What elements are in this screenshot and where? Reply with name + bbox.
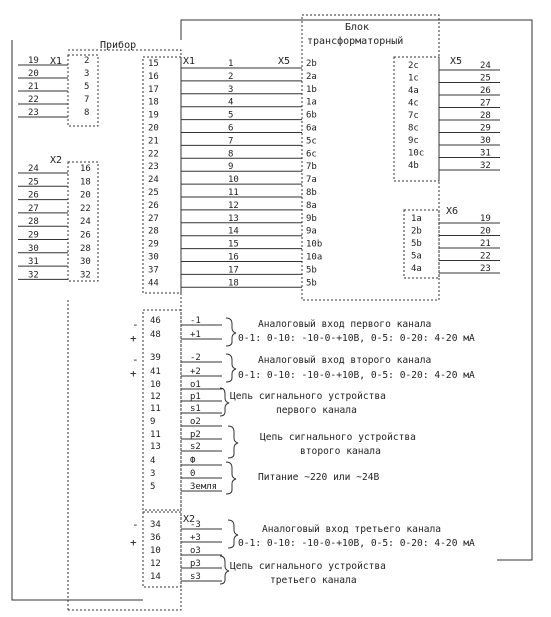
x2-pin: 10 xyxy=(150,546,161,556)
lower-pin: 5 xyxy=(150,482,156,492)
left-x1-wire-number: 19 xyxy=(28,56,39,66)
transformer-title-2: трансформаторный xyxy=(307,36,404,47)
x2-signal: o3 xyxy=(190,546,201,556)
x5-left-label: X5 xyxy=(278,56,291,67)
left-x1-pin: 3 xyxy=(84,69,90,79)
x5-pin: 9b xyxy=(306,213,317,224)
x2-signal: s3 xyxy=(190,572,201,582)
ch2-title: Аналоговый вход второго канала xyxy=(258,355,432,366)
sig1-line2: первого канала xyxy=(276,405,357,416)
x5-pin: 8b xyxy=(306,188,317,198)
left-x2-pin: 22 xyxy=(80,203,91,214)
lower-pin: 48 xyxy=(150,330,161,340)
descriptions xyxy=(230,318,475,586)
lower-pin: 9 xyxy=(150,417,156,427)
braces xyxy=(220,318,238,584)
main-x1-pin: 20 xyxy=(148,123,159,134)
left-x1-pin: 7 xyxy=(84,95,90,105)
x5-pin: 6c xyxy=(306,149,317,160)
left-x2-wire-number: 31 xyxy=(28,257,39,268)
plus-sign-ch1: + xyxy=(130,332,137,345)
main-wire-number: 15 xyxy=(228,239,239,250)
main-x1-pin: 29 xyxy=(148,239,159,250)
lower-pin: 12 xyxy=(150,392,161,402)
main-wire-number: 8 xyxy=(228,149,234,160)
sig2-line1: Цепь сигнального устройства xyxy=(260,432,416,443)
lower-pin: 13 xyxy=(150,442,161,452)
main-x1-pin: 23 xyxy=(148,162,159,173)
main-wire-number: 13 xyxy=(228,213,239,224)
x5-pin: 1a xyxy=(306,97,317,108)
left-x2-wire-number: 25 xyxy=(28,177,39,188)
lower-signal: o1 xyxy=(190,380,201,390)
sig3-line1: Цепь сигнального устройства xyxy=(230,561,386,572)
left-x1-wire-number: 23 xyxy=(28,108,39,118)
main-wire-number: 11 xyxy=(228,188,239,198)
sig1-line1: Цепь сигнального устройства xyxy=(230,391,386,402)
x5-right-wire-number: 31 xyxy=(480,148,491,159)
left-x2-wire-number: 26 xyxy=(28,190,39,201)
ch3-title: Аналоговый вход третьего канала xyxy=(262,524,442,535)
x5-right-wire-number: 32 xyxy=(480,161,491,171)
x5-right-wire-number: 30 xyxy=(480,136,491,146)
left-x1-pin: 8 xyxy=(84,108,90,118)
main-x1-pin: 17 xyxy=(148,84,159,95)
power-desc: Питание ~220 или ~24В xyxy=(258,472,380,483)
main-x1-label: X1 xyxy=(183,56,196,67)
left-x2-pin: 24 xyxy=(80,217,91,228)
x6-pin: 2b xyxy=(411,226,422,237)
left-x2-pin: 28 xyxy=(80,243,91,254)
minus-sign-ch3: - xyxy=(132,518,139,531)
main-wire-number: 7 xyxy=(228,136,234,147)
main-x1-pin: 16 xyxy=(148,71,159,82)
x6-pin: 1a xyxy=(411,214,422,224)
x5-pin: 7a xyxy=(306,175,317,186)
x5-right-pin: 9c xyxy=(408,136,419,146)
x2-pin: 36 xyxy=(150,533,161,543)
left-x2-wire-number: 24 xyxy=(28,164,39,174)
lower-signal: o2 xyxy=(190,417,201,427)
left-x2-pin: 30 xyxy=(80,257,91,268)
lower-signal: s1 xyxy=(190,404,201,414)
lower-signal: Земля xyxy=(190,482,218,492)
x5-right-wire-number: 28 xyxy=(480,111,491,121)
left-x1-wire-number: 20 xyxy=(28,69,39,79)
x5-right-pin: 4c xyxy=(408,98,419,109)
main-x1-pin: 22 xyxy=(148,149,159,160)
left-x1-pin: 2 xyxy=(84,56,90,66)
ch1-ranges: 0-1: 0-10: -10-0-+10В, 0-5: 0-20: 4-20 мА xyxy=(238,333,475,344)
left-x2-wire-number: 30 xyxy=(28,243,39,254)
left-x2-pin: 32 xyxy=(80,270,91,281)
x2-pin: 34 xyxy=(150,520,161,530)
x5-pin: 6b xyxy=(306,110,317,121)
x5-right-pin: 4b xyxy=(408,161,419,171)
ch2-ranges: 0-1: 0-10: -10-0-+10В, 0-5: 0-20: 4-20 мА xyxy=(238,370,475,381)
main-x1-pin: 21 xyxy=(148,136,159,147)
x5-right-wire-number: 26 xyxy=(480,86,491,96)
main-x1-pin: 26 xyxy=(148,200,159,211)
lower-pin: 4 xyxy=(150,456,156,466)
main-x1-pin: 24 xyxy=(148,175,159,186)
main-wire-number: 18 xyxy=(228,278,239,289)
left-x2-pin: 18 xyxy=(80,177,91,188)
lower-pin: 11 xyxy=(150,430,161,440)
x5-right-wire-number: 29 xyxy=(480,123,491,134)
left-x1-label: X1 xyxy=(50,56,63,67)
left-x1-wire-number: 22 xyxy=(28,95,39,105)
plus-sign-ch2: + xyxy=(130,367,137,380)
main-x1-pin: 37 xyxy=(148,265,159,276)
x6-pin: 4a xyxy=(411,264,422,274)
minus-sign-ch1: - xyxy=(132,318,139,331)
main-x1-pin: 28 xyxy=(148,226,159,237)
lower-signal: -1 xyxy=(190,316,201,326)
ch1-title: Аналоговый вход первого канала xyxy=(258,319,432,330)
left-x2-wire-number: 28 xyxy=(28,217,39,228)
lower-pin: 41 xyxy=(150,367,161,377)
connector-labels xyxy=(50,56,462,525)
x5-right-wire-number: 24 xyxy=(480,61,491,71)
x5-pin: 7b xyxy=(306,162,317,173)
x5-right-wire-number: 27 xyxy=(480,98,491,109)
main-x1-pin: 30 xyxy=(148,252,159,263)
x5-pin: 5b xyxy=(306,265,317,276)
lower-signal: s2 xyxy=(190,442,201,452)
device-title: Прибор xyxy=(100,40,137,51)
left-x2-wire-number: 32 xyxy=(28,270,39,281)
lower-signal: p1 xyxy=(190,392,201,402)
x5-pin: 10b xyxy=(306,239,323,250)
x5-right-pin: 4a xyxy=(408,86,419,96)
main-x1-pin: 44 xyxy=(148,278,159,289)
x5-pin: 9a xyxy=(306,226,317,237)
lower-signal: p2 xyxy=(190,430,201,440)
x2-signal: -3 xyxy=(190,520,201,530)
x6-wire-number: 21 xyxy=(480,239,491,249)
main-wire-number: 9 xyxy=(228,162,234,173)
lower-signal: -2 xyxy=(190,353,201,363)
x2-pin: 12 xyxy=(150,559,161,569)
x5-pin: 10a xyxy=(306,252,323,263)
x6-wire-number: 22 xyxy=(480,251,491,262)
x2-signal: +3 xyxy=(190,533,201,543)
main-wire-number: 5 xyxy=(228,110,234,121)
main-wire-number: 17 xyxy=(228,265,239,276)
left-x2-pin: 20 xyxy=(80,190,91,201)
left-x2-label: X2 xyxy=(50,155,63,166)
main-x1-pin: 27 xyxy=(148,213,159,224)
x5-pin: 5b xyxy=(306,278,317,289)
x2-bottom-label: X2 xyxy=(183,514,196,525)
x5-pin: 1b xyxy=(306,84,317,95)
lower-pin: 39 xyxy=(150,353,161,363)
left-x2-pin: 16 xyxy=(80,164,91,174)
left-x2-wire-number: 29 xyxy=(28,230,39,241)
polarity-signs xyxy=(130,318,139,549)
main-wire-number: 4 xyxy=(228,97,234,108)
x2-pin: 14 xyxy=(150,572,161,582)
left-x1-pin: 5 xyxy=(84,82,90,92)
sig2-line2: второго канала xyxy=(300,446,381,457)
x5-pin: 5c xyxy=(306,136,317,147)
lower-pin: 10 xyxy=(150,380,161,390)
minus-sign-ch2: - xyxy=(132,353,139,366)
x5-pin: 2b xyxy=(306,59,317,69)
left-x2-pin: 26 xyxy=(80,230,91,241)
x6-pin: 5b xyxy=(411,239,422,249)
x2-signal: p3 xyxy=(190,559,201,569)
x6-pin: 5a xyxy=(411,251,422,262)
lower-pin: 46 xyxy=(150,316,161,326)
main-wire-number: 6 xyxy=(228,123,234,134)
frame-lines xyxy=(12,15,532,610)
lower-signal: +2 xyxy=(190,367,201,377)
main-x1-pin: 18 xyxy=(148,97,159,108)
x5-pin: 2a xyxy=(306,71,317,82)
main-wire-number: 14 xyxy=(228,226,239,237)
transformer-title-1: Блок xyxy=(345,22,370,33)
main-x1-pin: 19 xyxy=(148,110,159,121)
x5-right-wire-number: 25 xyxy=(480,73,491,84)
main-x1-pin: 15 xyxy=(148,59,159,69)
main-wire-number: 2 xyxy=(228,71,234,82)
x6-wire-number: 19 xyxy=(480,214,491,224)
main-wire-number: 10 xyxy=(228,175,239,186)
x5-right-pin: 2c xyxy=(408,61,419,71)
x6-wire-number: 20 xyxy=(480,226,491,237)
lower-signal: 0 xyxy=(190,469,196,479)
lower-pin: 3 xyxy=(150,469,156,479)
x6-label: X6 xyxy=(446,206,459,217)
left-x1-wire-number: 21 xyxy=(28,82,39,92)
plus-sign-ch3: + xyxy=(130,536,137,549)
main-wire-number: 12 xyxy=(228,200,239,211)
x5-pin: 8a xyxy=(306,200,317,211)
lower-pin: 11 xyxy=(150,404,161,414)
titles xyxy=(100,22,403,51)
x5-pin: 6a xyxy=(306,123,317,134)
sig3-line2: третьего канала xyxy=(270,575,357,586)
main-wire-number: 3 xyxy=(228,84,234,95)
x5-right-label: X5 xyxy=(450,56,463,67)
x5-right-pin: 1c xyxy=(408,73,419,84)
left-x2-wire-number: 27 xyxy=(28,203,39,214)
x5-right-pin: 7c xyxy=(408,111,419,121)
main-x1-pin: 25 xyxy=(148,188,159,198)
x5-right-pin: 8c xyxy=(408,123,419,134)
lower-signal: Ф xyxy=(190,456,196,466)
ch3-ranges: 0-1: 0-10: -10-0-+10В, 0-5: 0-20: 4-20 мА xyxy=(238,538,475,549)
main-wire-number: 1 xyxy=(228,59,234,69)
x6-wire-number: 23 xyxy=(480,264,491,274)
x5-right-pin: 10c xyxy=(408,148,425,159)
lower-signal: +1 xyxy=(190,330,201,340)
main-wire-number: 16 xyxy=(228,252,239,263)
